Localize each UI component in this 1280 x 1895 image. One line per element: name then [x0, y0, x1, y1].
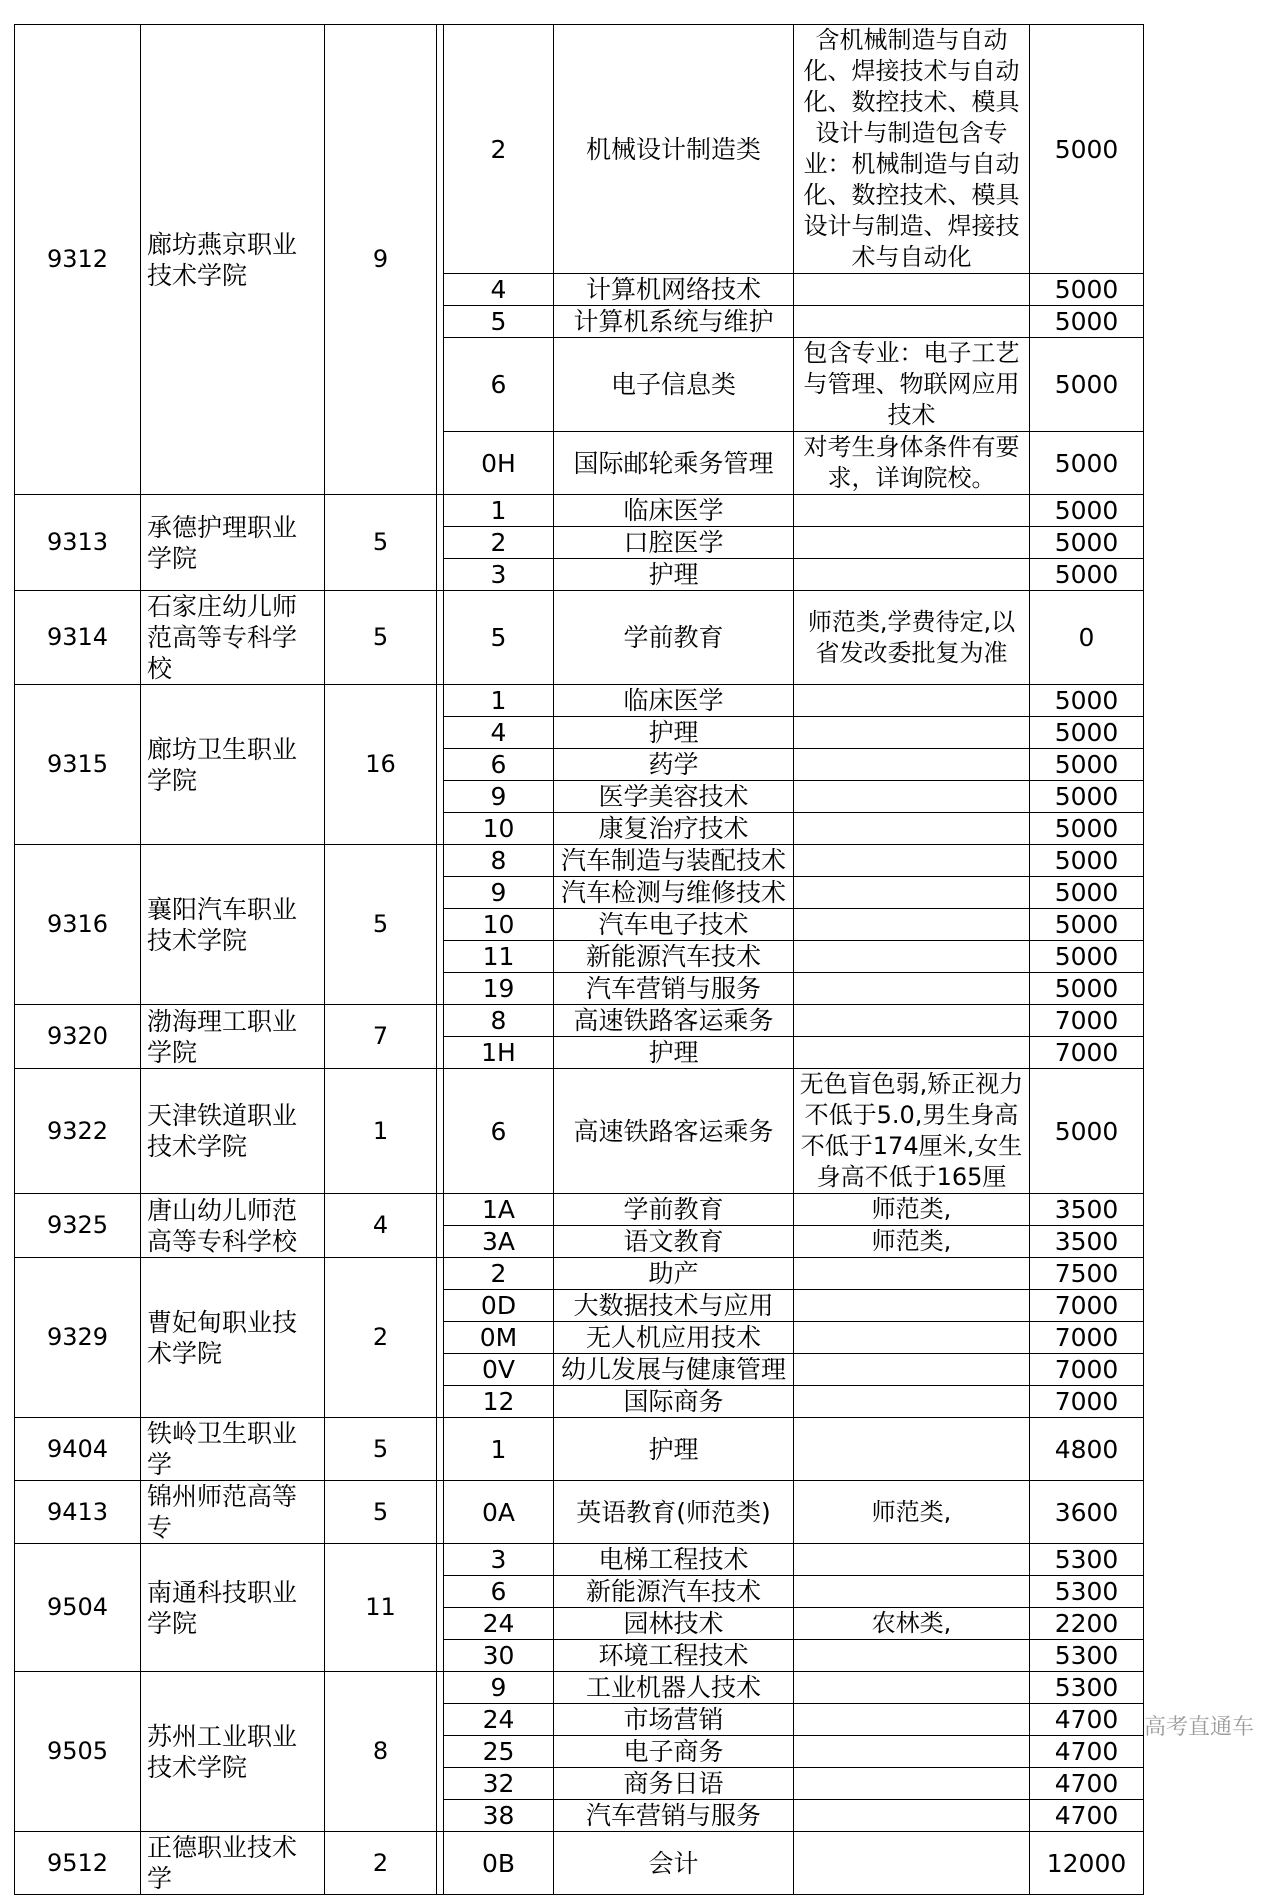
- major-name-cell: 机械设计制造类: [554, 25, 794, 274]
- tuition-cell: 7000: [1030, 1322, 1144, 1354]
- school-code-cell: 9505: [15, 1672, 141, 1832]
- tuition-cell: 5300: [1030, 1544, 1144, 1576]
- major-code-cell: 2: [444, 1258, 554, 1290]
- major-name-cell: 幼儿发展与健康管理: [554, 1354, 794, 1386]
- plan-count-cell: 5: [325, 1481, 437, 1544]
- spacer-cell: [437, 1481, 444, 1544]
- tuition-cell: 5300: [1030, 1576, 1144, 1608]
- tuition-cell: 5000: [1030, 274, 1144, 306]
- major-note-cell: [794, 1544, 1030, 1576]
- major-code-cell: 6: [444, 1576, 554, 1608]
- school-code-cell: 9314: [15, 591, 141, 685]
- major-note-cell: [794, 717, 1030, 749]
- major-code-cell: 6: [444, 338, 554, 432]
- major-code-cell: 4: [444, 717, 554, 749]
- major-name-cell: 电子商务: [554, 1736, 794, 1768]
- tuition-cell: 5300: [1030, 1672, 1144, 1704]
- major-code-cell: 24: [444, 1704, 554, 1736]
- tuition-cell: 7000: [1030, 1386, 1144, 1418]
- school-name-cell: 承德护理职业学院: [141, 495, 325, 591]
- tuition-cell: 5000: [1030, 559, 1144, 591]
- school-code-cell: 9413: [15, 1481, 141, 1544]
- watermark: 高考直通车: [1143, 1715, 1254, 1740]
- major-name-cell: 药学: [554, 749, 794, 781]
- major-note-cell: [794, 1005, 1030, 1037]
- major-name-cell: 计算机系统与维护: [554, 306, 794, 338]
- major-name-cell: 计算机网络技术: [554, 274, 794, 306]
- major-name-cell: 护理: [554, 559, 794, 591]
- major-code-cell: 2: [444, 25, 554, 274]
- plan-count-cell: 2: [325, 1832, 437, 1895]
- tuition-cell: 7000: [1030, 1005, 1144, 1037]
- major-note-cell: 师范类,: [794, 1481, 1030, 1544]
- plan-count-cell: 5: [325, 591, 437, 685]
- major-code-cell: 1H: [444, 1037, 554, 1069]
- major-name-cell: 无人机应用技术: [554, 1322, 794, 1354]
- major-note-cell: [794, 941, 1030, 973]
- major-note-cell: [794, 1576, 1030, 1608]
- major-code-cell: 8: [444, 845, 554, 877]
- major-note-cell: 对考生身体条件有要求，详询院校。: [794, 432, 1030, 495]
- major-name-cell: 医学美容技术: [554, 781, 794, 813]
- major-code-cell: 0A: [444, 1481, 554, 1544]
- tuition-cell: 12000: [1030, 1832, 1144, 1895]
- table-row: [15, 1544, 1144, 1576]
- major-code-cell: 0V: [444, 1354, 554, 1386]
- school-name-cell: 苏州工业职业技术学院: [141, 1672, 325, 1832]
- school-code-cell: 9313: [15, 495, 141, 591]
- major-name-cell: 护理: [554, 1037, 794, 1069]
- tuition-cell: 3600: [1030, 1481, 1144, 1544]
- major-code-cell: 1: [444, 1418, 554, 1481]
- spacer-cell: [437, 495, 444, 591]
- major-name-cell: 汽车营销与服务: [554, 973, 794, 1005]
- spacer-cell: [437, 1832, 444, 1895]
- major-note-cell: [794, 909, 1030, 941]
- major-note-cell: [794, 495, 1030, 527]
- major-note-cell: [794, 1640, 1030, 1672]
- table-row: [15, 1194, 1144, 1226]
- tuition-cell: 5000: [1030, 25, 1144, 274]
- major-name-cell: 商务日语: [554, 1768, 794, 1800]
- major-code-cell: 10: [444, 909, 554, 941]
- school-name-cell: 廊坊卫生职业学院: [141, 685, 325, 845]
- major-code-cell: 3A: [444, 1226, 554, 1258]
- school-code-cell: 9404: [15, 1418, 141, 1481]
- major-name-cell: 临床医学: [554, 685, 794, 717]
- major-name-cell: 汽车电子技术: [554, 909, 794, 941]
- table-row: [15, 495, 1144, 527]
- school-code-cell: 9329: [15, 1258, 141, 1418]
- major-name-cell: 护理: [554, 717, 794, 749]
- major-code-cell: 5: [444, 306, 554, 338]
- spacer-cell: [437, 1672, 444, 1832]
- spacer-cell: [437, 685, 444, 845]
- tuition-cell: 7000: [1030, 1290, 1144, 1322]
- plan-count-cell: 5: [325, 845, 437, 1005]
- major-note-cell: [794, 749, 1030, 781]
- major-code-cell: 1: [444, 685, 554, 717]
- tuition-cell: 5000: [1030, 845, 1144, 877]
- major-name-cell: 学前教育: [554, 591, 794, 685]
- major-note-cell: [794, 559, 1030, 591]
- tuition-cell: 5000: [1030, 973, 1144, 1005]
- major-code-cell: 9: [444, 781, 554, 813]
- tuition-cell: 5000: [1030, 813, 1144, 845]
- school-code-cell: 9312: [15, 25, 141, 495]
- major-note-cell: 师范类,学费待定,以省发改委批复为准: [794, 591, 1030, 685]
- tuition-cell: 4700: [1030, 1704, 1144, 1736]
- tuition-cell: 5000: [1030, 306, 1144, 338]
- major-code-cell: 19: [444, 973, 554, 1005]
- major-name-cell: 国际邮轮乘务管理: [554, 432, 794, 495]
- school-name-cell: 石家庄幼儿师范高等专科学校: [141, 591, 325, 685]
- major-name-cell: 康复治疗技术: [554, 813, 794, 845]
- major-code-cell: 3: [444, 1544, 554, 1576]
- school-name-cell: 天津铁道职业技术学院: [141, 1069, 325, 1194]
- table-row: [15, 591, 1144, 685]
- major-name-cell: 汽车营销与服务: [554, 1800, 794, 1832]
- major-note-cell: 含机械制造与自动化、焊接技术与自动化、数控技术、模具设计与制造包含专业：机械制造与自动化、数控技术、模具设计与制造、焊接技术与自动化: [794, 25, 1030, 274]
- major-code-cell: 30: [444, 1640, 554, 1672]
- major-note-cell: [794, 1037, 1030, 1069]
- major-code-cell: 5: [444, 591, 554, 685]
- table-row: [15, 685, 1144, 717]
- major-name-cell: 高速铁路客运乘务: [554, 1069, 794, 1194]
- major-note-cell: [794, 781, 1030, 813]
- major-code-cell: 6: [444, 1069, 554, 1194]
- major-note-cell: [794, 845, 1030, 877]
- major-code-cell: 9: [444, 1672, 554, 1704]
- major-name-cell: 护理: [554, 1418, 794, 1481]
- major-note-cell: 农林类,: [794, 1608, 1030, 1640]
- major-name-cell: 环境工程技术: [554, 1640, 794, 1672]
- school-code-cell: 9315: [15, 685, 141, 845]
- tuition-cell: 5000: [1030, 877, 1144, 909]
- major-code-cell: 0M: [444, 1322, 554, 1354]
- tuition-cell: 3500: [1030, 1194, 1144, 1226]
- major-name-cell: 市场营销: [554, 1704, 794, 1736]
- spacer-cell: [437, 1418, 444, 1481]
- tuition-cell: 5000: [1030, 941, 1144, 973]
- major-note-cell: 师范类,: [794, 1226, 1030, 1258]
- tuition-cell: 5000: [1030, 685, 1144, 717]
- major-name-cell: 英语教育(师范类): [554, 1481, 794, 1544]
- major-note-cell: 包含专业：电子工艺与管理、物联网应用技术: [794, 338, 1030, 432]
- table-body: [15, 25, 1144, 1895]
- table-row: [15, 1832, 1144, 1895]
- major-name-cell: 助产: [554, 1258, 794, 1290]
- spacer-cell: [437, 591, 444, 685]
- major-note-cell: [794, 685, 1030, 717]
- spacer-cell: [437, 845, 444, 1005]
- plan-count-cell: 5: [325, 1418, 437, 1481]
- plan-count-cell: 9: [325, 25, 437, 495]
- tuition-cell: 5000: [1030, 338, 1144, 432]
- tuition-cell: 5000: [1030, 432, 1144, 495]
- major-code-cell: 11: [444, 941, 554, 973]
- major-note-cell: [794, 527, 1030, 559]
- major-code-cell: 0B: [444, 1832, 554, 1895]
- school-name-cell: 正德职业技术学: [141, 1832, 325, 1895]
- spacer-cell: [437, 1069, 444, 1194]
- major-name-cell: 新能源汽车技术: [554, 1576, 794, 1608]
- major-name-cell: 电梯工程技术: [554, 1544, 794, 1576]
- major-name-cell: 会计: [554, 1832, 794, 1895]
- tuition-cell: 4700: [1030, 1768, 1144, 1800]
- table-row: [15, 1258, 1144, 1290]
- major-note-cell: [794, 1322, 1030, 1354]
- major-note-cell: [794, 813, 1030, 845]
- plan-count-cell: 11: [325, 1544, 437, 1672]
- major-code-cell: 25: [444, 1736, 554, 1768]
- spacer-cell: [437, 1544, 444, 1672]
- major-name-cell: 国际商务: [554, 1386, 794, 1418]
- major-note-cell: [794, 274, 1030, 306]
- major-code-cell: 1: [444, 495, 554, 527]
- major-name-cell: 汽车检测与维修技术: [554, 877, 794, 909]
- tuition-cell: 7000: [1030, 1354, 1144, 1386]
- plan-count-cell: 4: [325, 1194, 437, 1258]
- school-code-cell: 9316: [15, 845, 141, 1005]
- school-code-cell: 9512: [15, 1832, 141, 1895]
- major-name-cell: 学前教育: [554, 1194, 794, 1226]
- tuition-cell: 5000: [1030, 781, 1144, 813]
- school-name-cell: 襄阳汽车职业技术学院: [141, 845, 325, 1005]
- tuition-cell: 5000: [1030, 717, 1144, 749]
- tuition-cell: 2200: [1030, 1608, 1144, 1640]
- table-row: [15, 845, 1144, 877]
- tuition-cell: 3500: [1030, 1226, 1144, 1258]
- school-name-cell: 锦州师范高等专: [141, 1481, 325, 1544]
- table-row: [15, 1481, 1144, 1544]
- major-note-cell: [794, 1736, 1030, 1768]
- major-note-cell: [794, 306, 1030, 338]
- major-note-cell: [794, 1258, 1030, 1290]
- table-row: [15, 1672, 1144, 1704]
- major-note-cell: [794, 1290, 1030, 1322]
- plan-count-cell: 5: [325, 495, 437, 591]
- plan-count-cell: 16: [325, 685, 437, 845]
- major-code-cell: 9: [444, 877, 554, 909]
- school-code-cell: 9504: [15, 1544, 141, 1672]
- tuition-cell: 5000: [1030, 495, 1144, 527]
- major-code-cell: 32: [444, 1768, 554, 1800]
- school-name-cell: 渤海理工职业学院: [141, 1005, 325, 1069]
- school-code-cell: 9320: [15, 1005, 141, 1069]
- table-row: [15, 1418, 1144, 1481]
- plan-count-cell: 8: [325, 1672, 437, 1832]
- tuition-cell: 4700: [1030, 1800, 1144, 1832]
- tuition-cell: 5000: [1030, 749, 1144, 781]
- school-code-cell: 9322: [15, 1069, 141, 1194]
- major-name-cell: 工业机器人技术: [554, 1672, 794, 1704]
- major-note-cell: [794, 877, 1030, 909]
- major-name-cell: 临床医学: [554, 495, 794, 527]
- major-code-cell: 0D: [444, 1290, 554, 1322]
- major-code-cell: 6: [444, 749, 554, 781]
- school-name-cell: 南通科技职业学院: [141, 1544, 325, 1672]
- major-name-cell: 汽车制造与装配技术: [554, 845, 794, 877]
- major-code-cell: 4: [444, 274, 554, 306]
- major-note-cell: 无色盲色弱,矫正视力不低于5.0,男生身高不低于174厘米,女生身高不低于165厘: [794, 1069, 1030, 1194]
- major-code-cell: 1A: [444, 1194, 554, 1226]
- major-note-cell: [794, 1800, 1030, 1832]
- tuition-cell: 4700: [1030, 1736, 1144, 1768]
- tuition-cell: 5300: [1030, 1640, 1144, 1672]
- major-note-cell: [794, 1386, 1030, 1418]
- major-note-cell: [794, 1832, 1030, 1895]
- major-code-cell: 8: [444, 1005, 554, 1037]
- tuition-cell: 7000: [1030, 1037, 1144, 1069]
- table-row: [15, 25, 1144, 274]
- major-note-cell: [794, 1418, 1030, 1481]
- major-note-cell: [794, 1354, 1030, 1386]
- tuition-cell: 4800: [1030, 1418, 1144, 1481]
- major-name-cell: 语文教育: [554, 1226, 794, 1258]
- major-name-cell: 园林技术: [554, 1608, 794, 1640]
- plan-count-cell: 1: [325, 1069, 437, 1194]
- major-note-cell: [794, 1768, 1030, 1800]
- major-name-cell: 高速铁路客运乘务: [554, 1005, 794, 1037]
- school-name-cell: 铁岭卫生职业学: [141, 1418, 325, 1481]
- major-code-cell: 10: [444, 813, 554, 845]
- major-code-cell: 38: [444, 1800, 554, 1832]
- major-note-cell: 师范类,: [794, 1194, 1030, 1226]
- table-row: [15, 1069, 1144, 1194]
- major-code-cell: 0H: [444, 432, 554, 495]
- table-row: [15, 1005, 1144, 1037]
- spacer-cell: [437, 25, 444, 495]
- major-code-cell: 12: [444, 1386, 554, 1418]
- major-note-cell: [794, 1704, 1030, 1736]
- school-code-cell: 9325: [15, 1194, 141, 1258]
- tuition-cell: 0: [1030, 591, 1144, 685]
- major-name-cell: 电子信息类: [554, 338, 794, 432]
- tuition-cell: 5000: [1030, 527, 1144, 559]
- tuition-cell: 7500: [1030, 1258, 1144, 1290]
- major-name-cell: 新能源汽车技术: [554, 941, 794, 973]
- major-code-cell: 24: [444, 1608, 554, 1640]
- admissions-table: [14, 24, 1144, 1895]
- major-name-cell: 大数据技术与应用: [554, 1290, 794, 1322]
- school-name-cell: 曹妃甸职业技术学院: [141, 1258, 325, 1418]
- major-note-cell: [794, 1672, 1030, 1704]
- major-code-cell: 3: [444, 559, 554, 591]
- spacer-cell: [437, 1194, 444, 1258]
- spacer-cell: [437, 1258, 444, 1418]
- major-name-cell: 口腔医学: [554, 527, 794, 559]
- tuition-cell: 5000: [1030, 1069, 1144, 1194]
- school-name-cell: 廊坊燕京职业技术学院: [141, 25, 325, 495]
- tuition-cell: 5000: [1030, 909, 1144, 941]
- school-name-cell: 唐山幼儿师范高等专科学校: [141, 1194, 325, 1258]
- spacer-cell: [437, 1005, 444, 1069]
- major-note-cell: [794, 973, 1030, 1005]
- plan-count-cell: 2: [325, 1258, 437, 1418]
- plan-count-cell: 7: [325, 1005, 437, 1069]
- major-code-cell: 2: [444, 527, 554, 559]
